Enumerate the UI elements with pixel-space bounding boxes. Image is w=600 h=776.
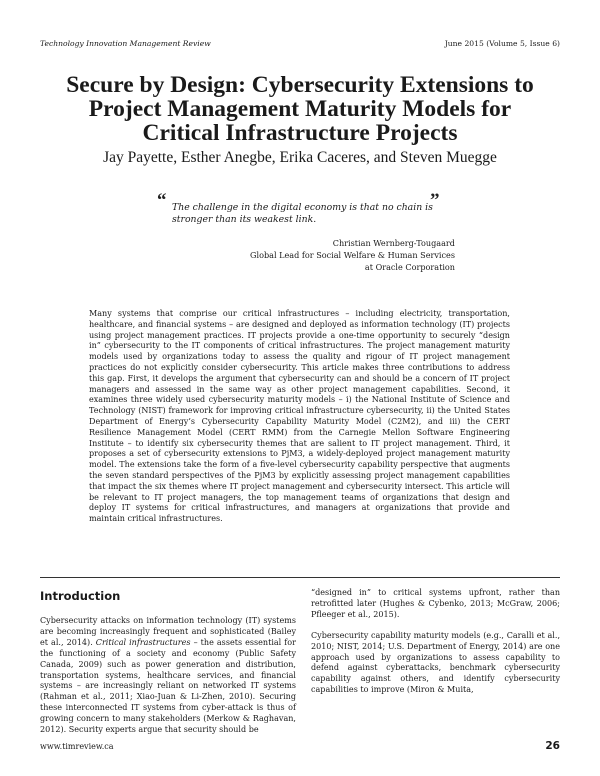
abstract: Many systems that comprise our critical infrastructures – including electricity, transportation, healthcare, and financial systems – are designed and deployed as information technology (IT) projects using project management practices. IT projects provide a one-time opportunity to securely “design in” cybersecurity to the IT components of critical infrastructures. The project management maturity models used by organizations today to assess the quality and rigour of IT project management practices do not explicitly consider cybersecurity. This article makes three contributions to address this gap. First, it develops the argument that cybersecurity can and should be a concern of IT project managers and assessed in the same way as other project management capabilities. Second, it examines three widely used cybersecurity maturity models – i) the National Institute of Science and Technology (NIST) framework for improving critical infrastructure cybersecurity, ii) the United States Department of Energy’s Cybersecurity Capability Maturity Model (C2M2), and iii) the CERT Resilience Management Model (CERT RMM) from the Carnegie Mellon Software Engineering Institute – to identify six cybersecurity themes that are salient to IT project management. Third, it proposes a set of cybersecurity extensions to PjM3, a widely-deployed project management maturity model. The extensions take the form of a five-level cybersecurity capability perspective that augments the seven standard perspectives of the PjM3 by explicitly assessing project management capabilities that impact the six themes where IT project management and cybersecurity intersect. This article will be relevant to IT project managers, the top management teams of organizations that design and deploy IT systems for critical infrastructures, and managers at organizations that provide and maintain critical infrastructures. <box>89 309 510 524</box>
authors: Jay Payette, Esther Anegbe, Erika Caceres, and Steven Muegge <box>103 149 497 166</box>
issue-info: June 2015 (Volume 5, Issue 6) <box>444 39 560 48</box>
critical-infrastructures-term: Critical infrastructures <box>95 637 191 647</box>
page-number: 26 <box>545 740 560 752</box>
attribution-name: Christian Wernberg-Tougaard <box>332 238 455 248</box>
intro-paragraph-2: Cybersecurity capability maturity models (e.g., Caralli et al., 2010; NIST, 2014; U.S. Department of Energy, 2014) are one approach used by organizations to assess capability to defend against cyberattacks, benchmark cybersecurity capability against others, and identify cybersecurity capabilities to improve (Miron & Muita, <box>311 630 560 695</box>
close-quote-icon: ” <box>430 190 440 211</box>
attribution-organization: at Oracle Corporation <box>364 262 455 273</box>
introduction-heading: Introduction <box>40 589 121 603</box>
page-title <box>0 73 600 145</box>
footer-url[interactable]: www.timreview.ca <box>40 742 114 751</box>
journal-name: Technology Innovation Management Review <box>40 39 211 48</box>
body-column-right <box>311 588 560 706</box>
section-divider <box>40 577 560 578</box>
epigraph-attribution <box>250 237 455 274</box>
title-line-1: Secure by Design: Cybersecurity Extensions to <box>66 72 534 98</box>
body-column-left <box>40 616 296 746</box>
epigraph-quote: The challenge in the digital economy is that no chain is stronger than its weakest link. <box>172 202 433 225</box>
open-quote-icon: “ <box>157 190 167 211</box>
title-line-3: Critical Infrastructure Projects <box>142 120 458 146</box>
intro-paragraph-1-continued: “designed in” to critical systems upfront, rather than retrofitted later (Hughes & Cybenko, 2013; McGraw, 2006; Pfleeger et al., 2015). <box>311 588 560 619</box>
intro-paragraph-1: Cybersecurity attacks on information technology (IT) systems are becoming increasingly frequent and sophisticated (Bailey et al., 2014). Critical infrastructures – the assets essential for the functioning of a society and economy (Public Safety Canada, 2009) such as power generation and distribution, transportation systems, healthcare services, and financial systems – are increasingly reliant on networked IT systems (Rahman et al., 2011; Xiao-Juan & Li-Zhen, 2010). Securing these interconnected IT systems from cyber-attack is thus of growing concern to many stakeholders (Merkow & Raghavan, 2012). Security experts argue that security should be <box>40 616 296 735</box>
title-line-2: Project Management Maturity Models for <box>88 96 512 122</box>
attribution-role: Global Lead for Social Welfare & Human Services <box>250 250 455 261</box>
